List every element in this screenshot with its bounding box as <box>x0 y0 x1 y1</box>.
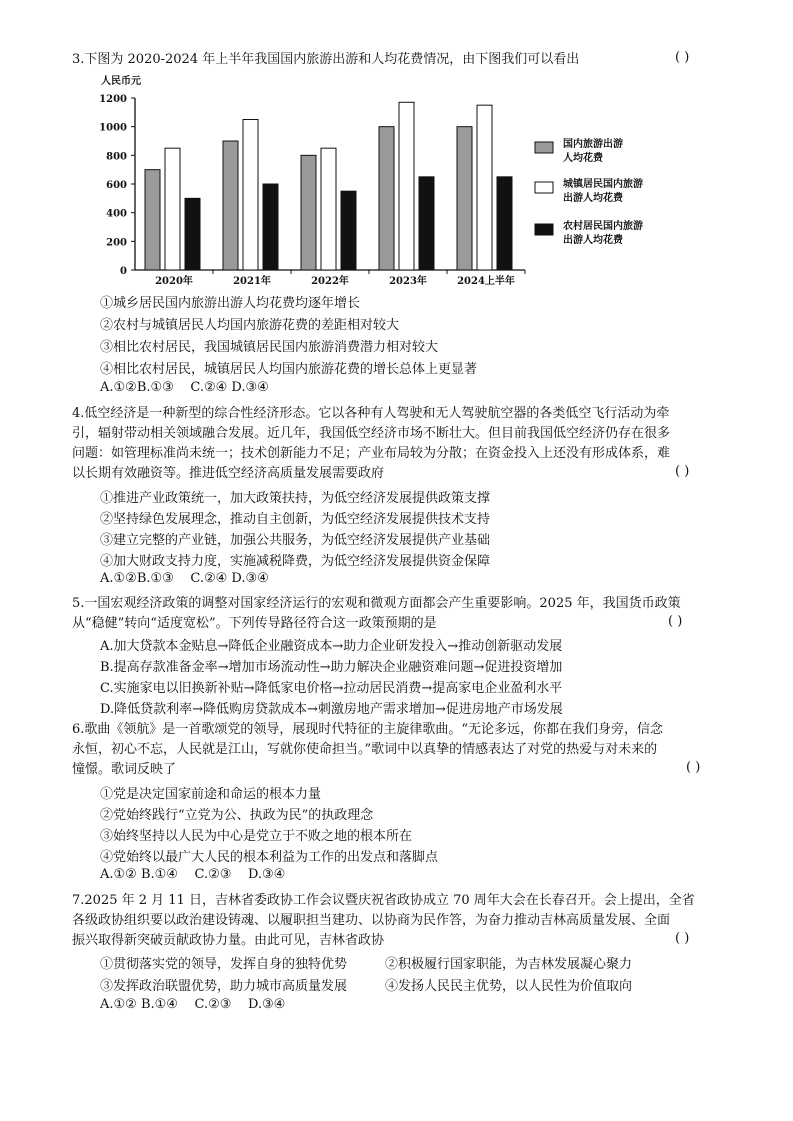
legend-label-1: 人均花费 <box>563 153 603 164</box>
q5-option-d: D.降低贷款利率→降低购房贷款成本→刺激房地产需求增加→促进房地产市场发展 <box>100 702 563 717</box>
q6-line-1: 6.歌曲《领航》是一首歌颂党的领导，展现时代特征的主旋律歌曲。“无论多远，你都在我们身旁，信念 <box>72 722 664 737</box>
q7-choices: A.①② B.①④ C.②③ D.③④ <box>100 997 286 1012</box>
y-tick-label: 400 <box>106 208 127 220</box>
bar-3-2023年 <box>419 177 434 270</box>
q6-answer-paren: ( ) <box>686 760 701 775</box>
q4-line-2: 引，辐射带动相关领域融合发展。近几年，我国低空经济市场不断壮大。但目前我国低空经济仍存在很多 <box>72 426 671 441</box>
q7-answer-paren: ( ) <box>675 931 690 946</box>
y-tick-label: 800 <box>106 151 127 163</box>
bar-2-2023年 <box>399 102 414 270</box>
legend-label-3: 出游人均花费 <box>563 235 623 246</box>
q4-line-3: 问题：如管理标准尚未统一；技术创新能力不足；产业布局较为分散；在资金投入上还没有形成体系，难 <box>72 446 671 461</box>
y-tick-label: 0 <box>120 266 127 277</box>
q7-option-2: ②积极履行国家职能，为吉林发展凝心聚力 <box>385 957 633 972</box>
bar-3-2022年 <box>341 191 356 270</box>
q6-line-2: 永恒，初心不忘，人民就是江山，写就你使命担当。”歌词中以真挚的情感表达了对党的热爱与对未来的 <box>72 742 658 757</box>
y-tick-label: 1200 <box>99 94 127 105</box>
q7-option-3: ③发挥政治联盟优势，助力城市高质量发展 <box>100 979 348 994</box>
bar-1-2022年 <box>301 155 316 270</box>
bar-2-2020年 <box>165 148 180 270</box>
q6-option-2: ②党始终践行“立党为公、执政为民”的执政理念 <box>100 808 374 823</box>
q3-bar-chart <box>95 70 695 295</box>
x-tick-label: 2023年 <box>389 276 427 287</box>
q4-answer-paren: ( ) <box>675 464 690 479</box>
q3-option-1: ①城乡居民国内旅游出游人均花费均逐年增长 <box>100 296 361 311</box>
q7-option-1: ①贯彻落实党的领导，发挥自身的独特优势 <box>100 957 348 972</box>
chart-y-axis-label: 人民币元 <box>101 76 141 87</box>
q7-line-1: 7.2025 年 2 月 11 日，吉林省委政协工作会议暨庆祝省政协成立 70 周年大会在长春召开。会上提出，全省 <box>72 893 695 908</box>
legend-swatch-3 <box>535 224 553 235</box>
q4-option-2: ②坚持绿色发展理念，推动自主创新，为低空经济发展提供技术支持 <box>100 512 491 527</box>
bar-1-2023年 <box>379 127 394 270</box>
q7-line-3: 振兴取得新突破贡献政协力量。由此可见，吉林省政协 <box>72 933 385 948</box>
q3-choices: A.①②B.①③ C.②④ D.③④ <box>100 380 269 395</box>
q3-stem: 3.下图为 2020-2024 年上半年我国国内旅游出游和人均花费情况，由下图我们可以看出 <box>72 52 580 67</box>
q6-line-3: 憧憬。歌词反映了 <box>72 762 177 777</box>
q4-line-4: 以长期有效融资等。推进低空经济高质量发展需要政府 <box>72 466 385 481</box>
bar-2-2024上半年 <box>477 105 492 270</box>
legend-swatch-2 <box>535 182 553 193</box>
legend-swatch-1 <box>535 142 553 153</box>
q5-answer-paren: ( ) <box>668 614 683 629</box>
bar-3-2024上半年 <box>497 177 512 270</box>
q4-option-4: ④加大财政支持力度，实施减税降费，为低空经济发展提供资金保障 <box>100 554 491 569</box>
bar-2-2021年 <box>243 120 258 271</box>
q5-option-c: C.实施家电以旧换新补贴→降低家电价格→拉动居民消费→提高家电企业盈利水平 <box>100 681 563 696</box>
q4-option-1: ①推进产业政策统一，加大政策扶持，为低空经济发展提供政策支撑 <box>100 491 491 506</box>
q4-choices: A.①②B.①③ C.②④ D.③④ <box>100 571 269 586</box>
x-tick-label: 2022年 <box>311 276 349 287</box>
q6-choices: A.①② B.①④ C.②③ D.③④ <box>100 867 286 882</box>
q5-line-1: 5.一国宏观经济政策的调整对国家经济运行的宏观和微观方面都会产生重要影响。2025 年，我国货币政策 <box>72 596 681 611</box>
q5-option-a: A.加大贷款本金贴息→降低企业融资成本→助力企业研发投入→推动创新驱动发展 <box>100 639 563 654</box>
legend-label-3: 农村居民国内旅游 <box>563 221 643 232</box>
q6-option-1: ①党是决定国家前途和命运的根本力量 <box>100 787 322 802</box>
y-tick-label: 200 <box>106 237 127 249</box>
q3-option-3: ③相比农村居民，我国城镇居民国内旅游消费潜力相对较大 <box>100 340 439 355</box>
bar-3-2020年 <box>185 198 200 270</box>
legend-label-2: 出游人均花费 <box>563 193 623 204</box>
y-tick-label: 1000 <box>99 122 127 134</box>
x-tick-label: 2021年 <box>233 276 271 287</box>
x-tick-label: 2020年 <box>155 276 193 287</box>
q6-option-4: ④党始终以最广大人民的根本利益为工作的出发点和落脚点 <box>100 850 439 865</box>
q3-option-2: ②农村与城镇居民人均国内旅游花费的差距相对较大 <box>100 318 400 333</box>
bar-1-2024上半年 <box>457 127 472 270</box>
q3-answer-paren: ( ) <box>675 50 690 65</box>
x-tick-label: 2024上半年 <box>457 276 515 287</box>
bar-2-2022年 <box>321 148 336 270</box>
bar-1-2021年 <box>223 141 238 270</box>
bar-3-2021年 <box>263 184 278 270</box>
legend-label-2: 城镇居民国内旅游 <box>563 179 643 190</box>
q6-option-3: ③始终坚持以人民为中心是党立于不败之地的根本所在 <box>100 829 413 844</box>
q4-option-3: ③建立完整的产业链，加强公共服务，为低空经济发展提供产业基础 <box>100 533 491 548</box>
bar-1-2020年 <box>145 170 160 270</box>
q5-line-2: 从“稳健”转向“适度宽松”。下列传导路径符合这一政策预期的是 <box>72 616 437 631</box>
y-tick-label: 600 <box>106 180 127 191</box>
q4-line-1: 4.低空经济是一种新型的综合性经济形态。它以各种有人驾驶和无人驾驶航空器的各类低空飞行活动为牵 <box>72 406 670 421</box>
q7-line-2: 各级政协组织要以政治建设铸魂、以履职担当建功、以协商为民作答，为奋力推动吉林高质量发展、全面 <box>72 913 671 928</box>
q3-option-4: ④相比农村居民，城镇居民人均国内旅游花费的增长总体上更显著 <box>100 362 478 377</box>
legend-label-1: 国内旅游出游 <box>563 139 623 150</box>
q5-option-b: B.提高存款准备金率→增加市场流动性→助力解决企业融资难问题→促进投资增加 <box>100 660 563 675</box>
q7-option-4: ④发扬人民民主优势，以人民性为价值取向 <box>385 979 633 994</box>
